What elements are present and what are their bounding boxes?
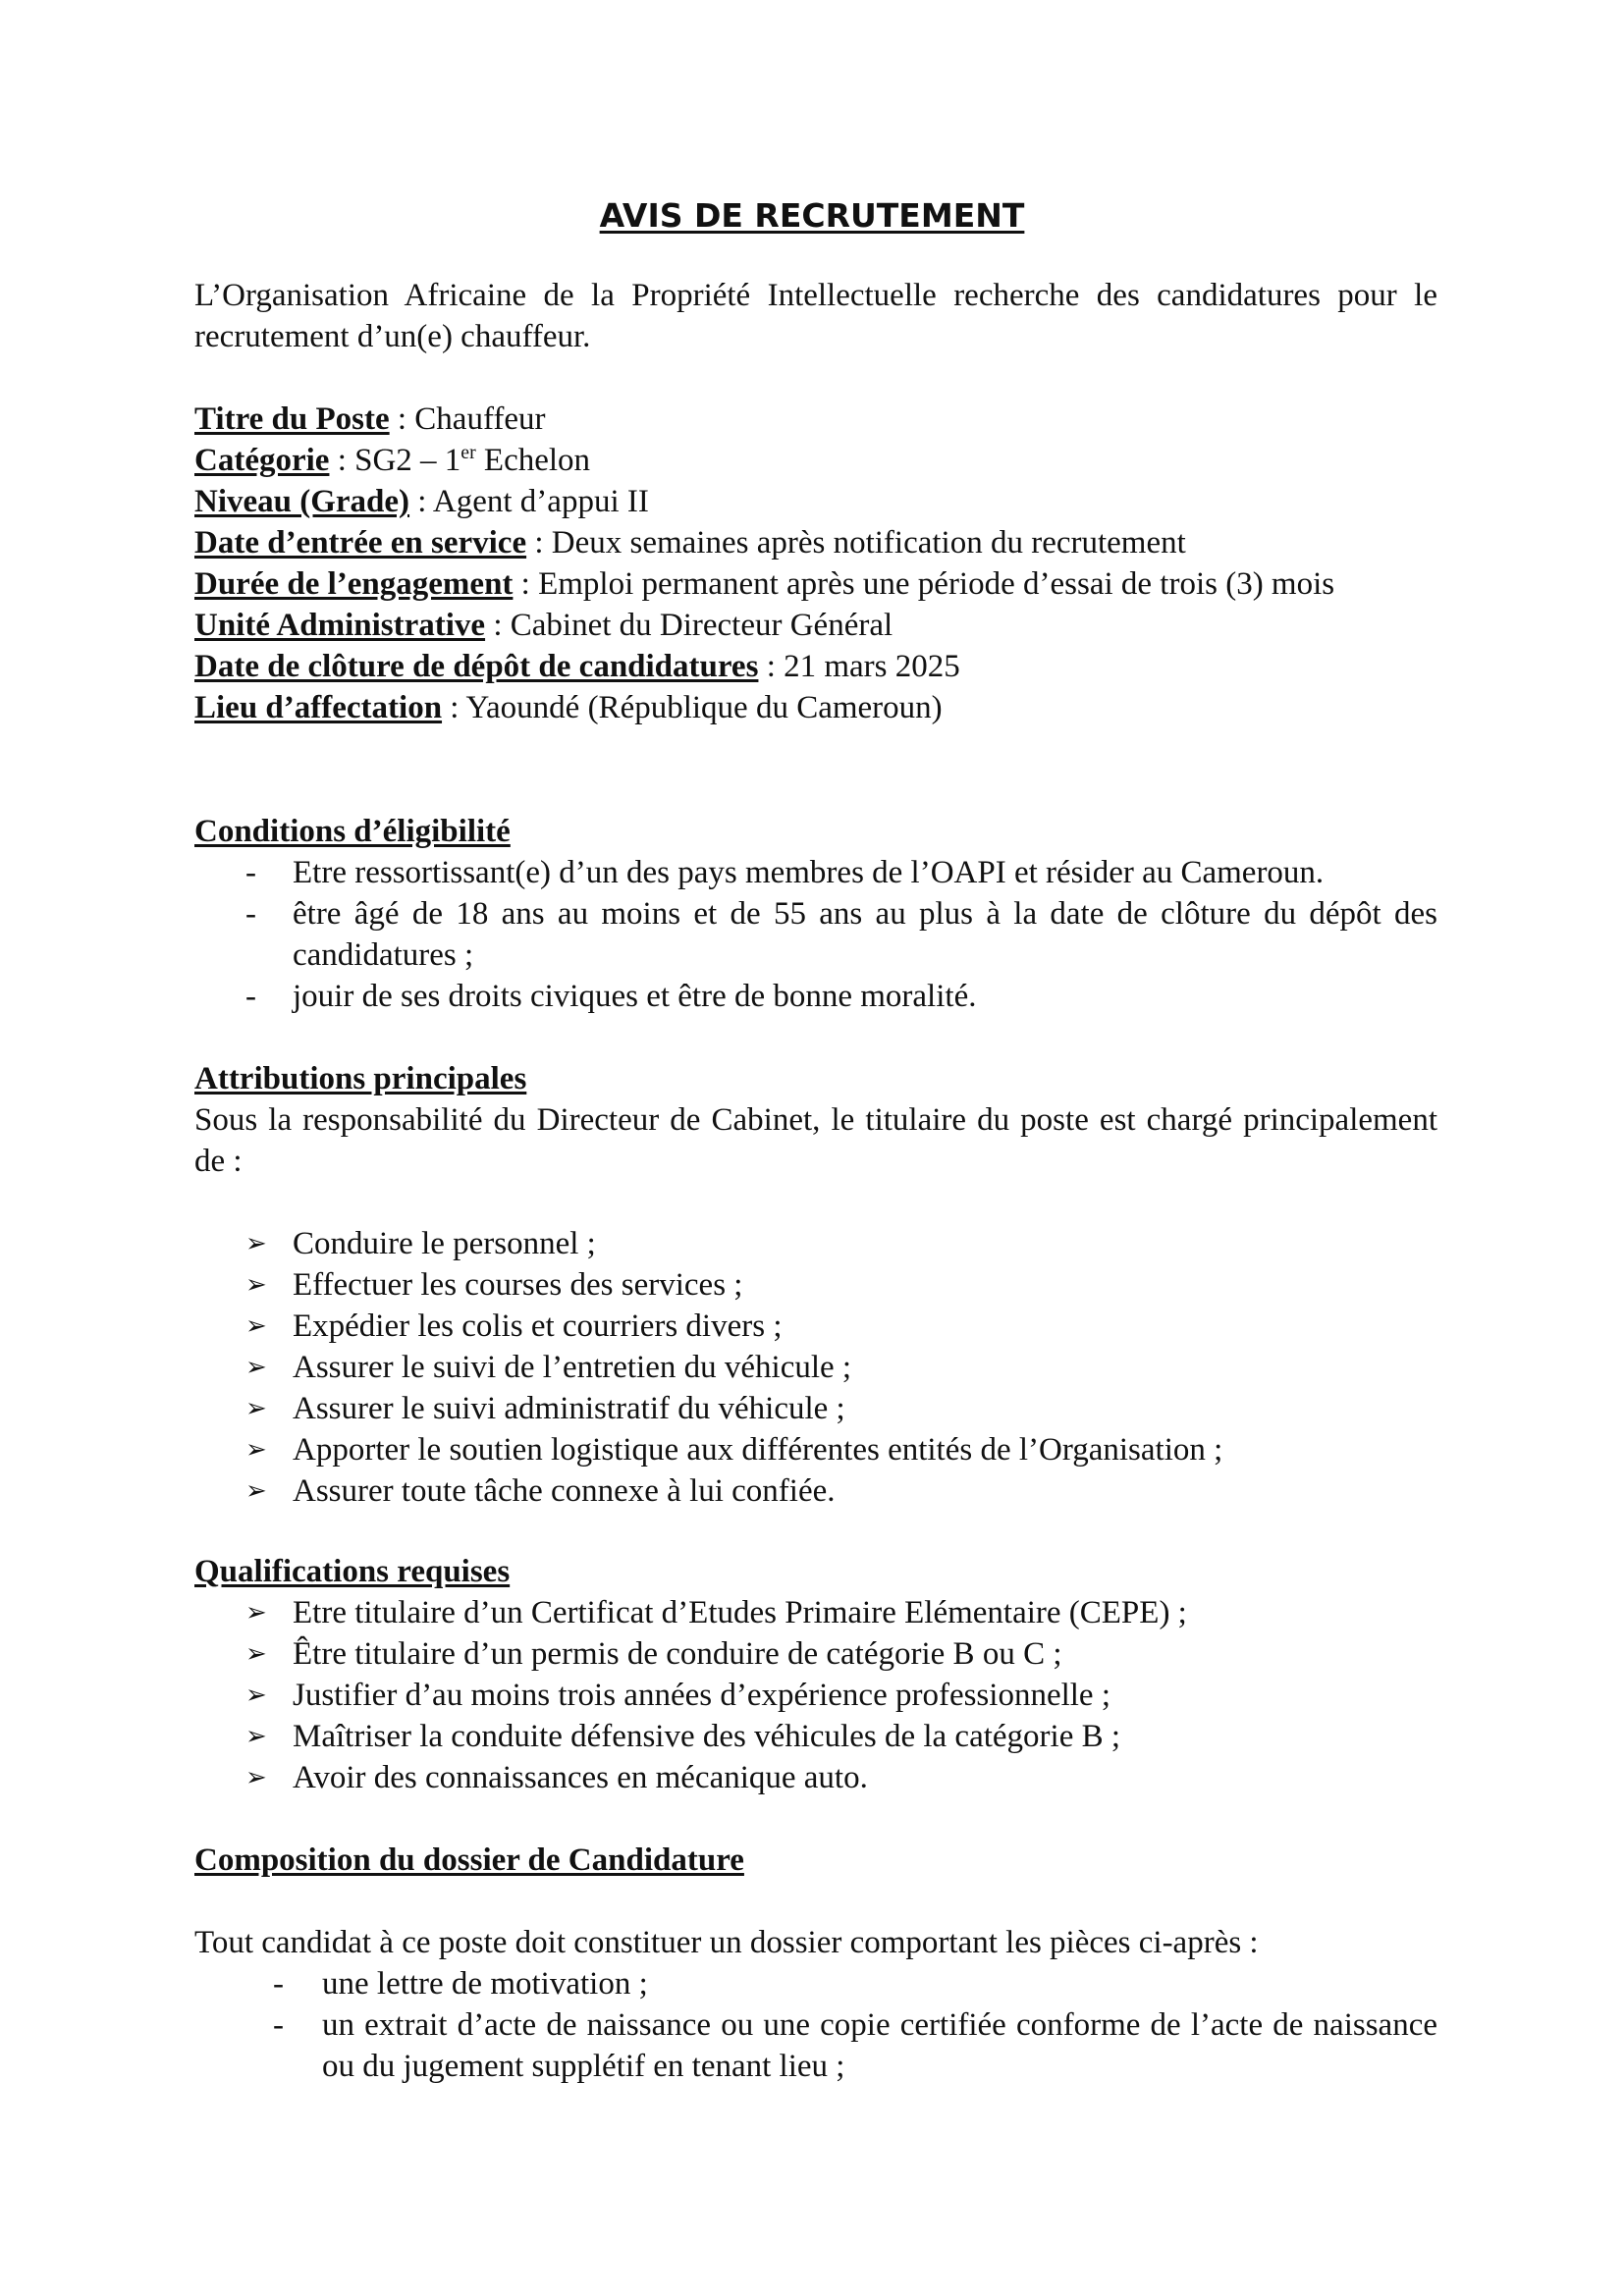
field-admin-unit: Unité Administrative : Cabinet du Directeur Général <box>194 608 893 643</box>
attributions-section <box>194 1058 1437 1182</box>
list-item: ➢ Expédier les colis et courriers divers ; <box>194 1306 1437 1347</box>
page-title: AVIS DE RECRUTEMENT <box>599 196 1025 235</box>
list-item: ➢ Etre titulaire d’un Certificat d’Etudes Primaire Elémentaire (CEPE) ; <box>194 1592 1437 1633</box>
field-label: Durée de l’engagement <box>194 566 514 602</box>
qualifications-section <box>194 1551 1437 1798</box>
list-item: ➢ Conduire le personnel ; <box>194 1223 1437 1264</box>
arrow-bullet-icon: ➢ <box>245 1476 267 1506</box>
arrow-bullet-icon: ➢ <box>245 1763 267 1792</box>
list-item: - un extrait d’acte de naissance ou une copie certifiée conforme de l’acte de naissance ou du jugement supplétif en tenant lieu ; <box>194 2004 1437 2087</box>
dash-marker: - <box>245 896 256 932</box>
list-item: ➢ Maîtriser la conduite défensive des véhicules de la catégorie B ; <box>194 1716 1437 1757</box>
list-item: ➢ Assurer toute tâche connexe à lui confiée. <box>194 1470 1437 1512</box>
field-label: Date d’entrée en service <box>194 525 527 561</box>
field-label: Unité Administrative <box>194 608 486 643</box>
arrow-bullet-icon: ➢ <box>245 1311 267 1341</box>
section-heading: Composition du dossier de Candidature <box>194 1842 744 1878</box>
list-item: ➢ Avoir des connaissances en mécanique auto. <box>194 1757 1437 1798</box>
section-heading: Attributions principales <box>194 1061 527 1096</box>
field-category: Catégorie : SG2 – 1er Echelon <box>194 442 591 478</box>
intro-paragraph: L’Organisation Africaine de la Propriété Intellectuelle recherche des candidatures pour le recrutement d’un(e) chauffeur. <box>194 278 1437 354</box>
field-value-suffix: Echelon <box>475 443 591 478</box>
arrow-bullet-icon: ➢ <box>245 1435 267 1465</box>
field-label: Lieu d’affectation <box>194 690 443 725</box>
section-heading: Qualifications requises <box>194 1554 511 1589</box>
field-grade: Niveau (Grade) : Agent d’appui II <box>194 484 649 519</box>
dossier-list <box>194 1963 1437 2087</box>
arrow-bullet-icon: ➢ <box>245 1353 267 1382</box>
dossier-section <box>194 1922 1437 2087</box>
list-item: - une lettre de motivation ; <box>194 1963 1437 2004</box>
dash-marker: - <box>273 2007 284 2043</box>
field-value: Yaoundé (République du Cameroun) <box>465 690 943 725</box>
attributions-list-block <box>194 1223 1437 1512</box>
field-location: Lieu d’affectation : Yaoundé (République du Cameroun) <box>194 690 943 725</box>
arrow-bullet-icon: ➢ <box>245 1394 267 1423</box>
job-fields <box>194 399 1437 728</box>
list-item: - Etre ressortissant(e) d’un des pays membres de l’OAPI et résider au Cameroun. <box>194 852 1437 893</box>
field-label: Catégorie <box>194 443 330 478</box>
section-intro: Tout candidat à ce poste doit constituer un dossier comportant les pièces ci-après : <box>194 1925 1259 1960</box>
section-heading: Conditions d’éligibilité <box>194 814 511 849</box>
dash-marker: - <box>273 1966 284 2002</box>
attributions-list <box>194 1223 1437 1512</box>
list-item: ➢ Justifier d’au moins trois années d’expérience professionnelle ; <box>194 1675 1437 1716</box>
field-label: Niveau (Grade) <box>194 484 410 519</box>
list-item: - jouir de ses droits civiques et être de bonne moralité. <box>194 976 1437 1017</box>
section-intro: Sous la responsabilité du Directeur de Cabinet, le titulaire du poste est chargé principalement de : <box>194 1102 1437 1179</box>
list-item: ➢ Assurer le suivi de l’entretien du véhicule ; <box>194 1347 1437 1388</box>
field-value-superscript: er <box>460 442 476 463</box>
dash-marker: - <box>245 979 256 1014</box>
field-value: Agent d’appui II <box>432 484 649 519</box>
field-job-title: Titre du Poste : Chauffeur <box>194 401 546 437</box>
dossier-heading-block <box>194 1840 1437 1881</box>
arrow-bullet-icon: ➢ <box>245 1681 267 1710</box>
list-item: - être âgé de 18 ans au moins et de 55 ans au plus à la date de clôture du dépôt des candidatures ; <box>194 893 1437 976</box>
field-value: 21 mars 2025 <box>784 649 960 684</box>
list-item: ➢ Assurer le suivi administratif du véhicule ; <box>194 1388 1437 1429</box>
field-value: Emploi permanent après une période d’essai de trois (3) mois <box>538 566 1335 602</box>
arrow-bullet-icon: ➢ <box>245 1598 267 1628</box>
arrow-bullet-icon: ➢ <box>245 1722 267 1751</box>
list-item: ➢ Être titulaire d’un permis de conduire de catégorie B ou C ; <box>194 1633 1437 1675</box>
arrow-bullet-icon: ➢ <box>245 1229 267 1258</box>
field-value: Chauffeur <box>414 401 546 437</box>
list-item: ➢ Apporter le soutien logistique aux différentes entités de l’Organisation ; <box>194 1429 1437 1470</box>
field-closing-date: Date de clôture de dépôt de candidatures : 21 mars 2025 <box>194 649 960 684</box>
qualifications-list <box>194 1592 1437 1798</box>
field-value: SG2 – 1 <box>354 443 461 478</box>
dash-marker: - <box>245 855 256 890</box>
list-item: ➢ Effectuer les courses des services ; <box>194 1264 1437 1306</box>
field-value: Deux semaines après notification du recrutement <box>551 525 1186 561</box>
arrow-bullet-icon: ➢ <box>245 1270 267 1300</box>
field-label: Titre du Poste <box>194 401 390 437</box>
field-value: Cabinet du Directeur Général <box>510 608 893 643</box>
eligibility-section <box>194 811 1437 1017</box>
arrow-bullet-icon: ➢ <box>245 1639 267 1669</box>
field-duration: Durée de l’engagement : Emploi permanent après une période d’essai de trois (3) mois <box>194 566 1335 602</box>
field-label: Date de clôture de dépôt de candidatures <box>194 649 759 684</box>
field-start-date: Date d’entrée en service : Deux semaines après notification du recrutement <box>194 525 1186 561</box>
eligibility-list <box>194 852 1437 1017</box>
